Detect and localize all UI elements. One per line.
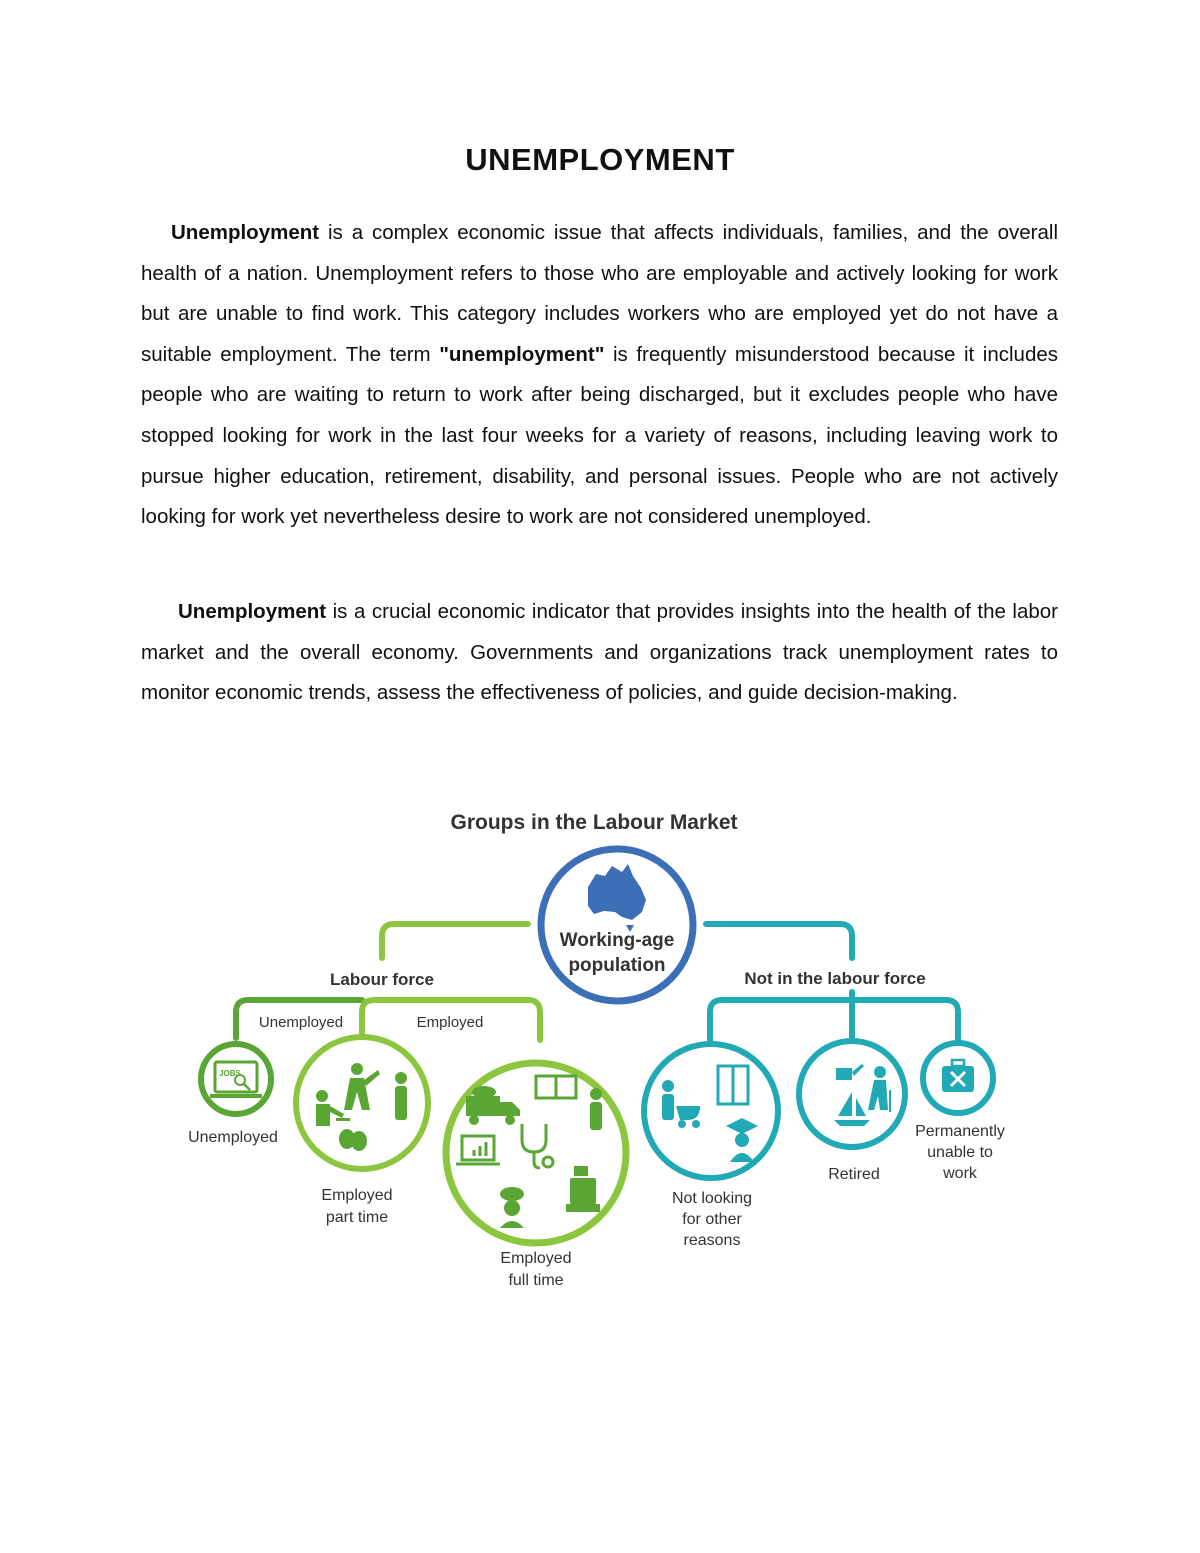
retired-label: Retired [828,1166,880,1183]
person-icon [590,1088,602,1130]
full-time-label-line-2: full time [508,1272,564,1289]
unemployed-node [188,1044,278,1146]
not-looking-label-line-1: Not looking [671,1190,753,1207]
labour-market-diagram [0,790,1200,1310]
root-label-line-1: Working-age [559,930,675,951]
permanently-label-line-1: Permanently [915,1123,1005,1140]
paragraph-1-part-2: is frequently misunderstood because it includes people who are waiting to return to work after being discharged, but it excludes people who have stopped looking for work in the last four weeks for a variety of reasons, including leaving work to pursue higher education, retirement, disability, and personal issues. People who are not actively looking for work yet nevertheless desire to work are not considered unemployed. [141,342,1059,529]
part-time-label-line-1: Employed [321,1187,393,1204]
paragraph-1 [141,213,1058,538]
permanently-label-line-2: unable to [927,1144,993,1161]
working-age-population-node [541,849,693,1001]
not-looking-node [644,1044,778,1249]
permanently-unable-node [915,1043,1005,1182]
root-label-line-2: population [568,955,666,976]
page-title: UNEMPLOYMENT [465,142,735,177]
connector-not-in-labour-force [706,924,852,958]
paragraph-2 [141,592,1058,714]
not-looking-label-line-3: reasons [683,1232,741,1249]
employed-part-time-node [296,1037,428,1226]
paragraph-2-lead: Unemployment [178,600,327,623]
not-in-labour-force-label: Not in the labour force [744,969,926,988]
labour-force-label: Labour force [330,970,434,989]
connector-teal-branch [710,992,958,1040]
person-icon [395,1072,407,1120]
unemployed-label: Unemployed [188,1129,278,1146]
employed-full-time-node [446,1063,626,1289]
paragraph-1-lead: Unemployment [171,221,320,244]
unemployed-branch-label: Unemployed [258,1014,344,1031]
part-time-label-line-2: part time [325,1209,389,1226]
paragraph-2-text: is a crucial economic indicator that provides insights into the health of the labor market and the overall economy. Governments and organizations track unemployment rates to monitor economic trends, assess the effectiveness of policies, and guide decision-making. [141,600,1058,705]
full-time-label-line-1: Employed [500,1250,572,1267]
paragraph-1-part-1: is a complex economic issue that affects individuals, families, and the overall health of a nation. Unemployment refers to those who are employable and actively looking for work but are unable to find work. This category includes workers who are employed yet do not have a suitable employment. The term [141,221,1058,366]
employed-branch-label: Employed [416,1014,484,1031]
diagram-title: Groups in the Labour Market [450,811,738,834]
not-looking-label-line-2: for other [682,1211,742,1228]
jobs-sign-text: JOBS [219,1069,241,1078]
paragraph-1-term: "unemployment" [439,342,605,366]
retired-node [799,1041,905,1183]
connector-labour-force [382,924,528,958]
permanently-label-line-3: work [943,1165,977,1182]
